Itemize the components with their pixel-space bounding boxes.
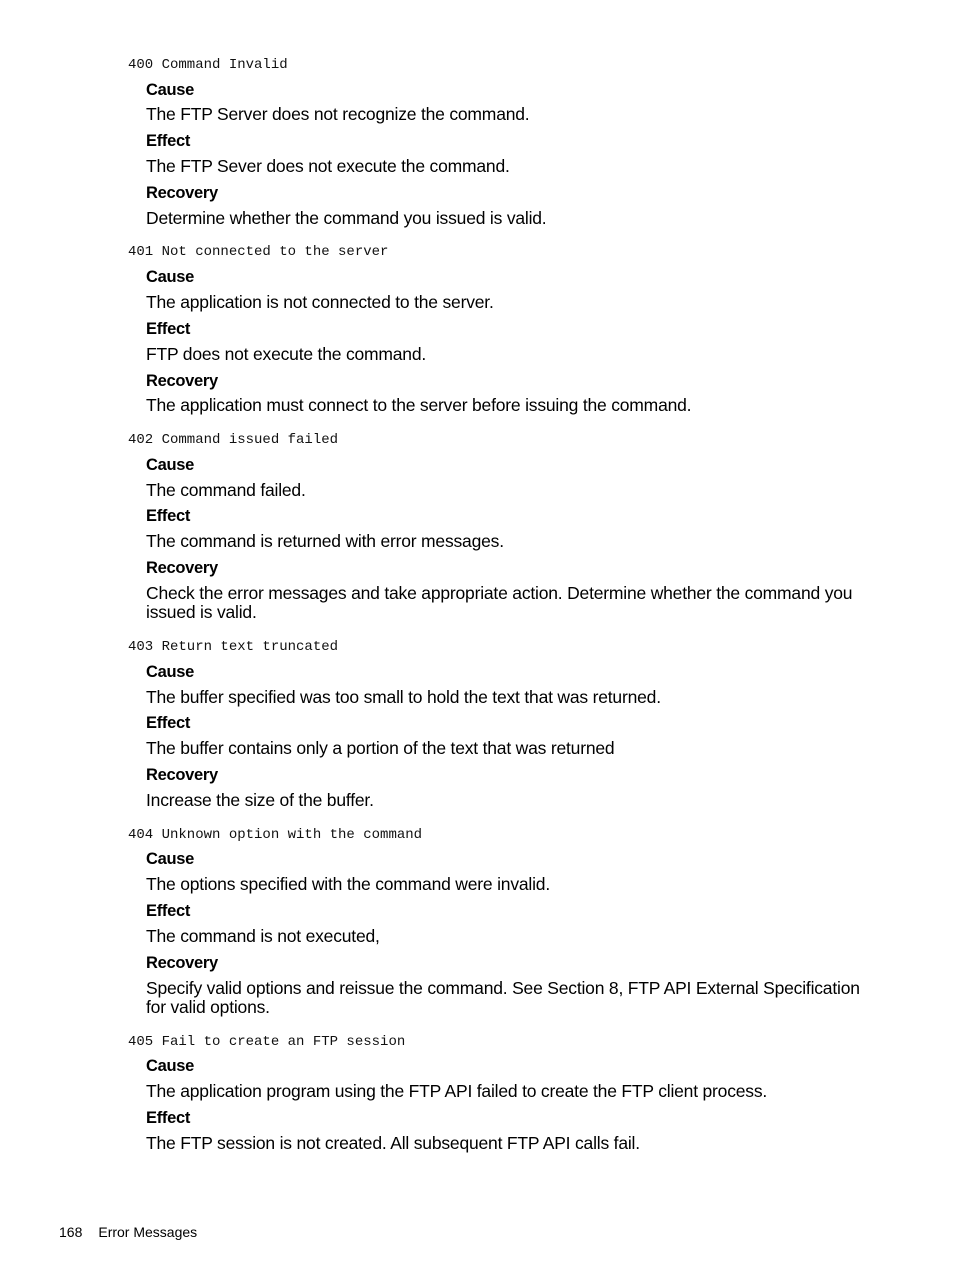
effect-heading: Effect <box>146 320 191 338</box>
cause-text: The FTP Server does not recognize the command. <box>146 104 530 124</box>
recovery-text: Increase the size of the buffer. <box>146 790 374 810</box>
recovery-heading: Recovery <box>146 954 218 972</box>
cause-heading: Cause <box>146 81 195 99</box>
cause-text: The application is not connected to the server. <box>146 292 494 312</box>
effect-text: The command is returned with error messages. <box>146 531 504 551</box>
cause-text: The application program using the FTP API failed to create the FTP client process. <box>146 1081 768 1101</box>
error-code: 403 Return text truncated <box>128 639 339 655</box>
cause-text: The options specified with the command were invalid. <box>146 874 550 894</box>
page-number: 168 <box>59 1224 83 1240</box>
effect-heading: Effect <box>146 714 191 732</box>
cause-text: The buffer specified was too small to hold the text that was returned. <box>146 687 661 707</box>
effect-text: The buffer contains only a portion of the text that was returned <box>146 738 615 758</box>
cause-heading: Cause <box>146 268 195 286</box>
recovery-text: Specify valid options and reissue the command. See Section 8, FTP API External Specification for valid options. <box>146 978 860 1017</box>
recovery-text: Determine whether the command you issued is valid. <box>146 208 547 228</box>
error-code: 405 Fail to create an FTP session <box>128 1034 406 1050</box>
cause-heading: Cause <box>146 663 195 681</box>
cause-text: The command failed. <box>146 480 306 500</box>
cause-heading: Cause <box>146 850 195 868</box>
cause-heading: Cause <box>146 1057 195 1075</box>
error-code: 400 Command Invalid <box>128 57 288 73</box>
effect-heading: Effect <box>146 1109 191 1127</box>
effect-heading: Effect <box>146 132 191 150</box>
effect-text: The command is not executed, <box>146 926 380 946</box>
error-code: 404 Unknown option with the command <box>128 827 423 843</box>
error-code: 402 Command issued failed <box>128 432 339 448</box>
effect-heading: Effect <box>146 507 191 525</box>
effect-heading: Effect <box>146 902 191 920</box>
effect-text: The FTP Sever does not execute the command. <box>146 156 510 176</box>
recovery-heading: Recovery <box>146 372 218 390</box>
cause-heading: Cause <box>146 456 195 474</box>
recovery-heading: Recovery <box>146 184 218 202</box>
recovery-heading: Recovery <box>146 766 218 784</box>
effect-text: FTP does not execute the command. <box>146 344 427 364</box>
effect-text: The FTP session is not created. All subsequent FTP API calls fail. <box>146 1133 640 1153</box>
error-code: 401 Not connected to the server <box>128 244 389 260</box>
page-footer <box>59 1223 197 1241</box>
footer-section-title: Error Messages <box>98 1224 198 1240</box>
recovery-text: Check the error messages and take appropriate action. Determine whether the command you issued is valid. <box>146 583 853 622</box>
recovery-heading: Recovery <box>146 559 218 577</box>
recovery-text: The application must connect to the server before issuing the command. <box>146 395 692 415</box>
